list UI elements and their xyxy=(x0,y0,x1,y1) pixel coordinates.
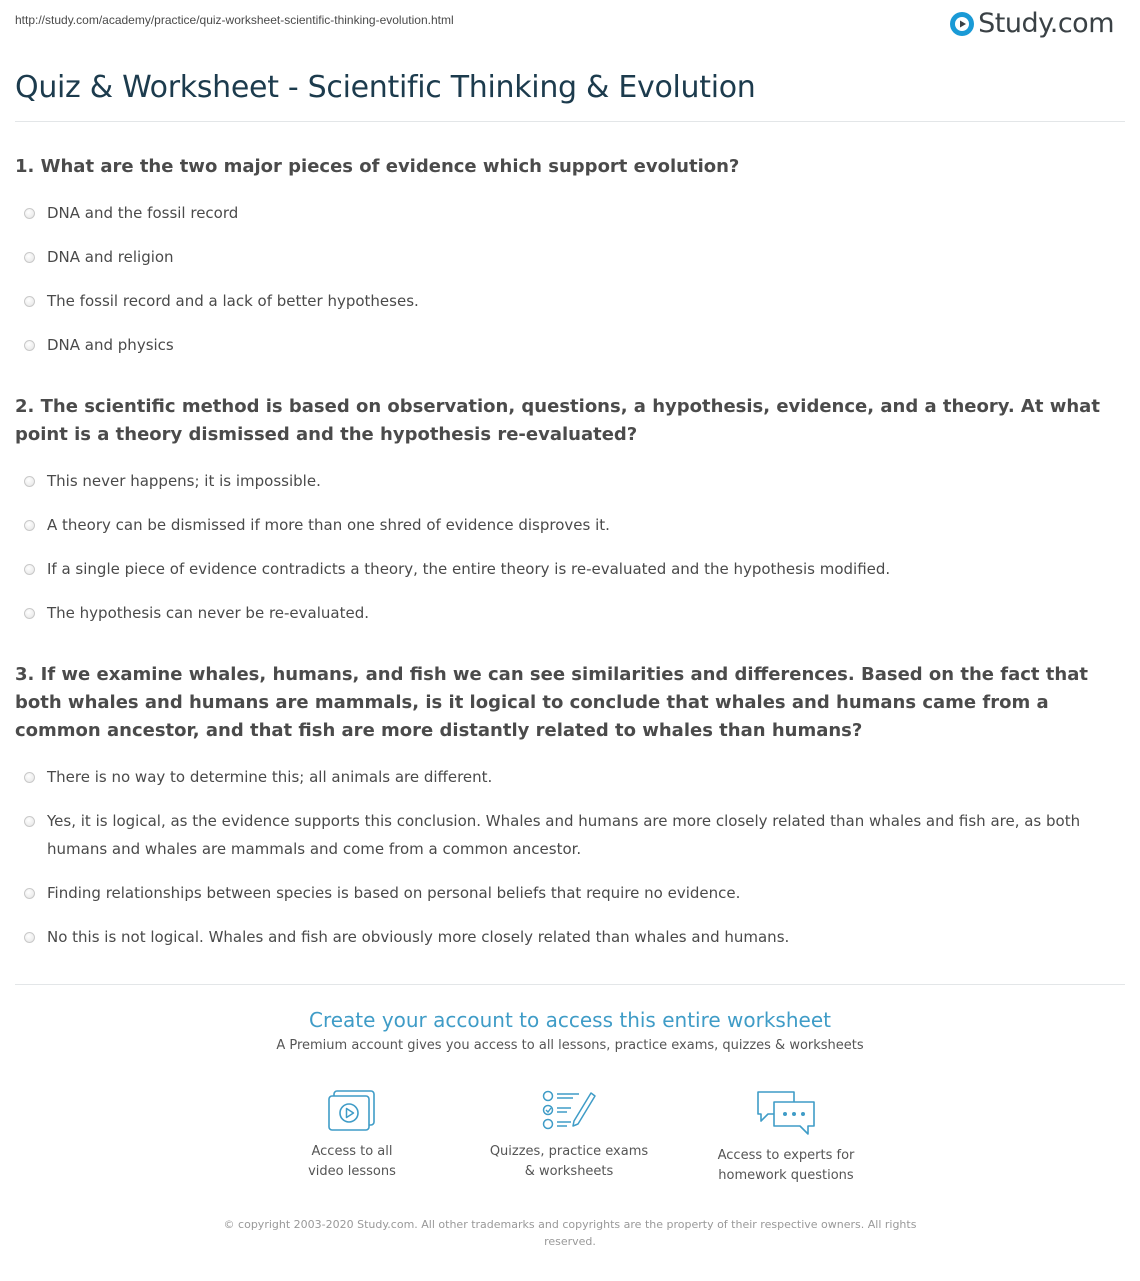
title-divider xyxy=(15,121,1125,122)
answer-text: DNA and physics xyxy=(47,336,174,354)
question-3 xyxy=(15,661,1120,967)
answer-option[interactable] xyxy=(15,807,1120,863)
radio-button[interactable] xyxy=(24,252,35,263)
answer-text: There is no way to determine this; all animals are different. xyxy=(47,768,493,786)
answer-text: No this is not logical. Whales and fish are obviously more closely related than whales and humans. xyxy=(47,928,790,946)
answer-text: The fossil record and a lack of better hypotheses. xyxy=(47,292,419,310)
radio-button[interactable] xyxy=(24,340,35,351)
feature-list xyxy=(0,1088,1140,1198)
radio-button[interactable] xyxy=(24,476,35,487)
feature-experts xyxy=(686,1088,886,1186)
answer-text: This never happens; it is impossible. xyxy=(47,472,321,490)
chat-experts-icon xyxy=(754,1088,818,1138)
feature-video-lessons xyxy=(252,1088,452,1182)
question-text: 1. What are the two major pieces of evidence which support evolution? xyxy=(15,156,740,177)
question-text: 2. The scientific method is based on observation, questions, a hypothesis, evidence, and a theory. At what point is a theory dismissed and the hypothesis re-evaluated? xyxy=(15,396,1100,445)
answer-option[interactable] xyxy=(15,923,1120,951)
top-bar xyxy=(15,10,1120,40)
answer-option[interactable] xyxy=(15,331,1120,359)
answer-text: If a single piece of evidence contradicts a theory, the entire theory is re-evaluated and the hypothesis modified. xyxy=(47,560,891,578)
feature-label: Access to experts for homework questions xyxy=(717,1148,855,1183)
radio-button[interactable] xyxy=(24,888,35,899)
cta-subtitle: A Premium account gives you access to all lessons, practice exams, quizzes & worksheets xyxy=(276,1038,864,1053)
feature-label: Access to all video lessons xyxy=(308,1144,396,1179)
question-1 xyxy=(15,153,1120,375)
answer-option[interactable] xyxy=(15,599,1120,627)
copyright-footer: © copyright 2003-2020 Study.com. All other trademarks and copyrights are the property of their respective owners. All rights reserved. xyxy=(223,1218,917,1248)
feature-label: Quizzes, practice exams & worksheets xyxy=(489,1144,649,1179)
answer-option[interactable] xyxy=(15,511,1120,539)
answer-list xyxy=(15,199,1120,359)
answer-option[interactable] xyxy=(15,555,1120,583)
page-title: Quiz & Worksheet - Scientific Thinking & Evolution xyxy=(15,70,756,105)
answer-option[interactable] xyxy=(15,879,1120,907)
answer-option[interactable] xyxy=(15,243,1120,271)
question-text: 3. If we examine whales, humans, and fish we can see similarities and differences. Based on the fact that both whales and humans are mammals, is it logical to conclude that whales and humans came from a common ancestor, and that fish are more distantly related to whales than humans? xyxy=(15,664,1088,741)
answer-text: DNA and religion xyxy=(47,248,174,266)
video-lessons-icon xyxy=(326,1088,378,1134)
radio-button[interactable] xyxy=(24,564,35,575)
answer-text: Yes, it is logical, as the evidence supports this conclusion. Whales and humans are more closely related than whales and fish are, as both humans and whales are mammals and come from a common ancestor. xyxy=(47,812,1081,858)
radio-button[interactable] xyxy=(24,208,35,219)
signup-cta xyxy=(0,1008,1140,1053)
cta-title-link[interactable]: Create your account to access this entire worksheet xyxy=(309,1008,831,1032)
radio-button[interactable] xyxy=(24,296,35,307)
radio-button[interactable] xyxy=(24,816,35,827)
radio-button[interactable] xyxy=(24,772,35,783)
quiz-checklist-icon xyxy=(541,1088,597,1134)
feature-quizzes xyxy=(469,1088,669,1182)
play-circle-icon xyxy=(949,11,975,37)
answer-text: DNA and the fossil record xyxy=(47,204,239,222)
logo-text: Study.com xyxy=(978,8,1114,39)
answer-option[interactable] xyxy=(15,199,1120,227)
answer-option[interactable] xyxy=(15,467,1120,495)
question-2 xyxy=(15,393,1120,643)
radio-button[interactable] xyxy=(24,608,35,619)
answer-text: The hypothesis can never be re-evaluated. xyxy=(47,604,369,622)
answer-list xyxy=(15,467,1120,627)
radio-button[interactable] xyxy=(24,520,35,531)
section-divider xyxy=(15,984,1125,985)
answer-list xyxy=(15,763,1120,951)
radio-button[interactable] xyxy=(24,932,35,943)
answer-option[interactable] xyxy=(15,763,1120,791)
answer-text: A theory can be dismissed if more than one shred of evidence disproves it. xyxy=(47,516,610,534)
study-logo[interactable] xyxy=(949,10,1114,38)
answer-option[interactable] xyxy=(15,287,1120,315)
answer-text: Finding relationships between species is based on personal beliefs that require no evidence. xyxy=(47,884,741,902)
page-url: http://study.com/academy/practice/quiz-worksheet-scientific-thinking-evolution.html xyxy=(15,13,454,27)
